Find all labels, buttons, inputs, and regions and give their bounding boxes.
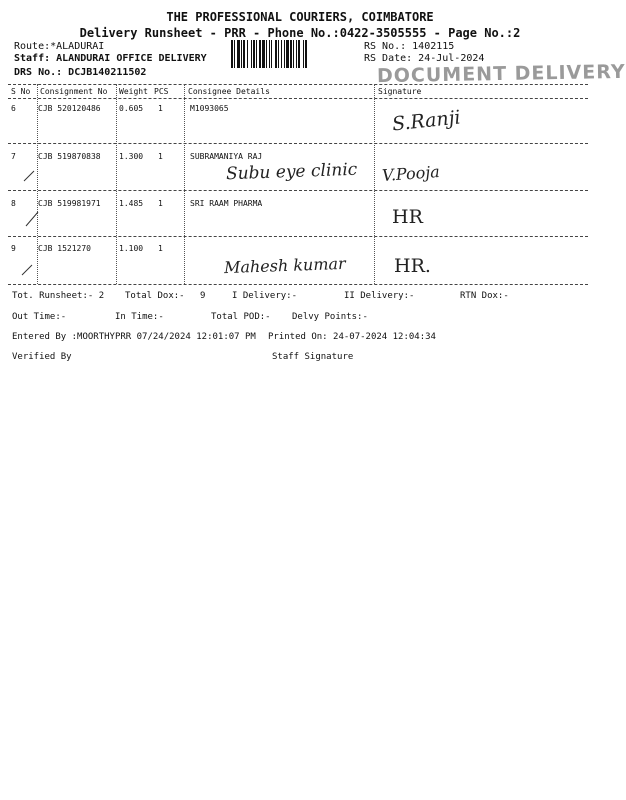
delvy-points: Delvy Points:- bbox=[292, 312, 368, 322]
document-delivery-stamp: DOCUMENT DELIVERY bbox=[376, 60, 626, 88]
route-label: Route:*ALADURAI bbox=[14, 41, 105, 52]
row-consignment: CJB 520120486 bbox=[38, 104, 101, 113]
row-sno: 7 bbox=[11, 152, 16, 161]
column-divider bbox=[116, 84, 117, 284]
row-pcs: 1 bbox=[158, 244, 163, 253]
tick-mark-icon bbox=[24, 210, 44, 228]
table-header-rule bbox=[8, 98, 588, 99]
tick-mark-icon bbox=[20, 262, 40, 276]
i-delivery: I Delivery:- bbox=[232, 291, 298, 301]
runsheet-subtitle: Delivery Runsheet - PRR - Phone No.:0422-3505555 - Page No.:2 bbox=[79, 26, 521, 40]
staff-label: Staff: ALANDURAI OFFICE DELIVERY bbox=[14, 53, 207, 64]
company-title: THE PROFESSIONAL COURIERS, COIMBATORE bbox=[166, 10, 434, 24]
drs-number: DRS No.: DCJB140211502 bbox=[14, 67, 147, 78]
row-sno: 6 bbox=[11, 104, 16, 113]
row-handwritten-name: Subu eye clinic bbox=[225, 159, 358, 185]
row-signature: HR. bbox=[394, 255, 431, 277]
column-divider bbox=[374, 84, 375, 284]
row-sno: 9 bbox=[11, 244, 16, 253]
row-separator bbox=[8, 143, 588, 144]
tick-mark-icon bbox=[22, 168, 42, 182]
out-time: Out Time:- bbox=[12, 312, 67, 322]
row-pcs: 1 bbox=[158, 152, 163, 161]
column-divider bbox=[37, 84, 38, 284]
row-separator bbox=[8, 236, 588, 237]
row-weight: 1.100 bbox=[119, 244, 144, 253]
col-consignee-details: Consignee Details bbox=[188, 87, 270, 96]
table-bottom-rule bbox=[8, 284, 588, 285]
row-consignment: CJB 519981971 bbox=[38, 199, 101, 208]
row-separator bbox=[8, 190, 588, 191]
table-top-rule bbox=[8, 84, 588, 85]
tot-runsheet: Tot. Runsheet:- 2 bbox=[12, 291, 105, 301]
total-dox-label: Total Dox:- bbox=[125, 291, 185, 301]
row-signature: V.Pooja bbox=[381, 162, 441, 185]
rtn-dox: RTN Dox:- bbox=[460, 291, 509, 301]
col-pcs: PCS bbox=[154, 87, 169, 96]
staff-signature: Staff Signature bbox=[272, 352, 354, 362]
total-dox-value: 9 bbox=[200, 291, 206, 301]
entered-by: Entered By :MOORTHYPRR 07/24/2024 12:01:07 PM bbox=[12, 332, 256, 342]
row-handwritten-name: Mahesh kumar bbox=[223, 253, 346, 278]
barcode-image bbox=[230, 40, 358, 68]
total-pod: Total POD:- bbox=[211, 312, 271, 322]
ii-delivery: II Delivery:- bbox=[344, 291, 415, 301]
row-signature: HR bbox=[392, 206, 423, 228]
in-time: In Time:- bbox=[115, 312, 164, 322]
row-signature: S.Ranji bbox=[391, 106, 462, 136]
col-sno: S No bbox=[11, 87, 31, 96]
row-weight: 1.485 bbox=[119, 199, 144, 208]
row-sno: 8 bbox=[11, 199, 16, 208]
rs-number: RS No.: 1402115 bbox=[364, 41, 455, 52]
row-consignment: CJB 1521270 bbox=[38, 244, 91, 253]
row-weight: 0.605 bbox=[119, 104, 144, 113]
printed-on: Printed On: 24-07-2024 12:04:34 bbox=[268, 332, 436, 342]
column-divider bbox=[184, 84, 185, 284]
row-pcs: 1 bbox=[158, 199, 163, 208]
row-details: SUBRAMANIYA RAJ bbox=[190, 152, 263, 161]
row-weight: 1.300 bbox=[119, 152, 144, 161]
row-consignment: CJB 519870838 bbox=[38, 152, 101, 161]
col-signature: Signature bbox=[378, 87, 422, 96]
col-weight: Weight bbox=[119, 87, 148, 96]
rs-date: RS Date: 24-Jul-2024 bbox=[364, 53, 485, 64]
row-details: SRI RAAM PHARMA bbox=[190, 199, 263, 208]
verified-by: Verified By bbox=[12, 352, 72, 362]
row-pcs: 1 bbox=[158, 104, 163, 113]
col-consignment: Consignment No bbox=[40, 87, 108, 96]
row-details: M1093065 bbox=[190, 104, 229, 113]
